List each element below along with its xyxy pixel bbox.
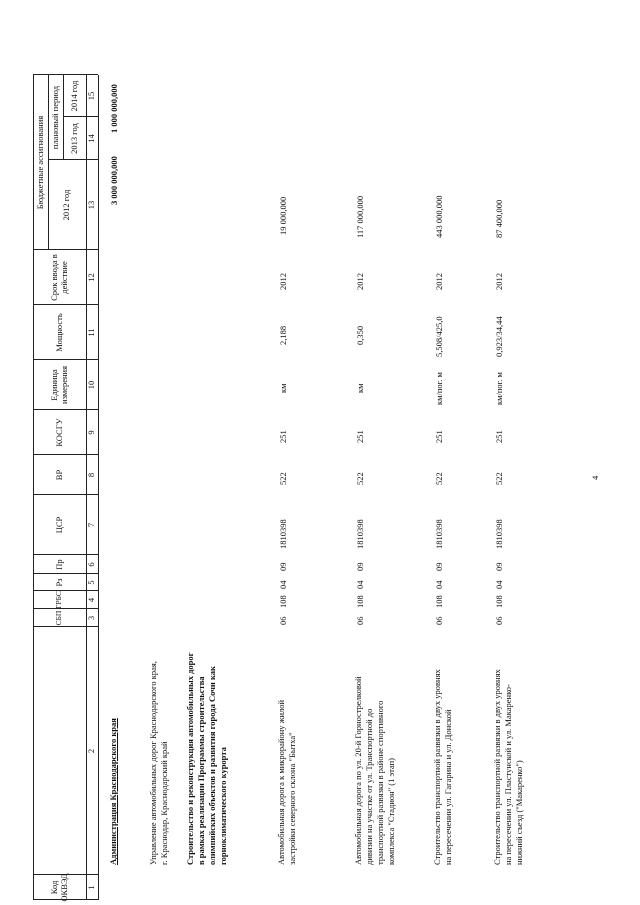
header-vr: ВР bbox=[53, 469, 64, 481]
row-sbp: 06 bbox=[278, 616, 288, 625]
row-name: на пересечении ул. Гагарина и ул. Донской bbox=[443, 709, 453, 865]
row-amount: 19 000,000 bbox=[278, 196, 288, 235]
program-line: олимпийских объектов и развития города Сочи как bbox=[207, 666, 217, 865]
header-2012: 2012 год bbox=[61, 189, 72, 221]
row-name: дивизии на участке от ул. Транспортной до bbox=[364, 708, 374, 865]
header-kosgu: КОСГУ bbox=[53, 418, 64, 447]
row-kosgu: 251 bbox=[494, 430, 504, 443]
col-number: 8 bbox=[86, 472, 97, 478]
row-csr: 1810398 bbox=[434, 519, 444, 549]
row-sbp: 06 bbox=[355, 616, 365, 625]
row-pr: 09 bbox=[434, 562, 444, 571]
number-row-bottom-line bbox=[98, 75, 99, 900]
row-sbp: 06 bbox=[494, 616, 504, 625]
col-number: 9 bbox=[86, 430, 97, 435]
col-number: 4 bbox=[86, 597, 97, 603]
row-name: застройки северного склона "Бытха" bbox=[287, 732, 297, 865]
row-kosgu: 251 bbox=[434, 430, 444, 443]
program-line: Строительство и реконструкция автомобильных дорог bbox=[185, 652, 195, 865]
row-year: 2012 bbox=[278, 273, 288, 290]
row-vr: 522 bbox=[278, 472, 288, 485]
header-grbs: ГРБС bbox=[54, 591, 64, 609]
row-unit: км bbox=[355, 383, 365, 393]
row-amount: 87 400,000 bbox=[494, 199, 504, 238]
header-pr: Пр bbox=[53, 559, 64, 570]
dept-line: Управление автомобильных дорог Краснодарского края, bbox=[148, 661, 158, 865]
row-amount: 443 000,000 bbox=[434, 195, 444, 238]
row-grbs: 108 bbox=[355, 595, 365, 608]
row-name: транспортной развязки в районе спортивного bbox=[375, 700, 385, 865]
col-number: 6 bbox=[86, 562, 97, 567]
row-rz: 04 bbox=[434, 580, 444, 589]
row-name: Автомобильная дорога к микрорайону жилой bbox=[276, 699, 286, 865]
row-unit: км/пог. м bbox=[494, 372, 504, 405]
row-year: 2012 bbox=[494, 273, 504, 290]
row-unit: км bbox=[278, 383, 288, 393]
col-number: 10 bbox=[86, 380, 97, 390]
row-kosgu: 251 bbox=[278, 430, 288, 443]
header-unit: Единица измерения bbox=[49, 366, 69, 404]
col-number: 1 bbox=[86, 885, 97, 890]
program-line: горноклиматического курорта bbox=[218, 747, 228, 865]
admin-amount-2013: 3 000 000,000 bbox=[109, 156, 119, 205]
row-capacity: 2,188 bbox=[278, 325, 288, 345]
header-planned: плановый период bbox=[49, 85, 60, 150]
row-grbs: 108 bbox=[494, 595, 504, 608]
header-2013: 2013 год bbox=[68, 123, 79, 154]
header-csr: ЦСР bbox=[53, 516, 64, 534]
row-vr: 522 bbox=[494, 472, 504, 485]
row-amount: 117 000,000 bbox=[355, 195, 365, 238]
row-csr: 1810398 bbox=[278, 519, 288, 549]
col-number: 12 bbox=[86, 273, 97, 282]
row-kosgu: 251 bbox=[355, 430, 365, 443]
row-vr: 522 bbox=[434, 472, 444, 485]
header-okved: Код ОКВЭД bbox=[49, 873, 69, 902]
admin-title: Администрация Краснодарского края bbox=[108, 718, 118, 865]
program-line: в рамках реализации Программы строительства bbox=[196, 676, 206, 865]
header-2014: 2014 год bbox=[68, 80, 79, 112]
row-year: 2012 bbox=[355, 273, 365, 290]
row-rz: 04 bbox=[355, 580, 365, 589]
row-grbs: 108 bbox=[434, 595, 444, 608]
row-name: Автомобильная дорога по ул. 20-й Горнострелковой bbox=[353, 676, 363, 865]
row-vr: 522 bbox=[355, 472, 365, 485]
col-number: 2 bbox=[86, 748, 97, 754]
col-number: 5 bbox=[86, 580, 97, 585]
row-csr: 1810398 bbox=[494, 519, 504, 549]
row-sbp: 06 bbox=[434, 616, 444, 625]
row-rz: 04 bbox=[278, 580, 288, 589]
header-commissioning: Срок ввода в действие bbox=[49, 254, 69, 301]
col-number: 14 bbox=[86, 134, 97, 143]
row-pr: 09 bbox=[355, 562, 365, 571]
row-name: на пересечении ул. Пластунской и ул. Макаренко- bbox=[503, 684, 513, 865]
col-number: 7 bbox=[86, 522, 97, 528]
row-grbs: 108 bbox=[278, 595, 288, 608]
header-budget: Бюджетные ассигнования bbox=[34, 115, 45, 210]
header-sbp: СБП bbox=[54, 610, 64, 626]
col-number: 15 bbox=[86, 91, 97, 101]
col-number: 3 bbox=[86, 615, 97, 621]
row-capacity: 0,923/34,44 bbox=[494, 316, 504, 357]
row-name: нижний съезд ("Макаренко") bbox=[514, 760, 524, 865]
header-rz: Рз bbox=[53, 578, 64, 587]
row-name: Строительство транспортной развязки в двух уровнях bbox=[432, 669, 442, 865]
col-number: 13 bbox=[86, 200, 97, 210]
dept-line: г. Краснодар, Краснодарский край bbox=[159, 741, 169, 865]
col-number: 11 bbox=[86, 328, 97, 337]
row-unit: км/пог. м bbox=[434, 372, 444, 405]
page-number: 4 bbox=[590, 475, 600, 480]
row-name: комплекса "Стадион" (1 этап) bbox=[386, 757, 396, 865]
row-capacity: 5,508/425,0 bbox=[434, 316, 444, 357]
row-pr: 09 bbox=[278, 562, 288, 571]
header-capacity: Мощность bbox=[53, 313, 64, 352]
admin-amount-2014: 1 000 000,000 bbox=[109, 84, 119, 133]
row-capacity: 0,350 bbox=[355, 325, 365, 345]
row-csr: 1810398 bbox=[355, 519, 365, 549]
row-year: 2012 bbox=[434, 273, 444, 290]
row-rz: 04 bbox=[494, 580, 504, 589]
row-name: Строительство транспортной развязки в двух уровнях bbox=[492, 669, 502, 865]
row-pr: 09 bbox=[494, 562, 504, 571]
